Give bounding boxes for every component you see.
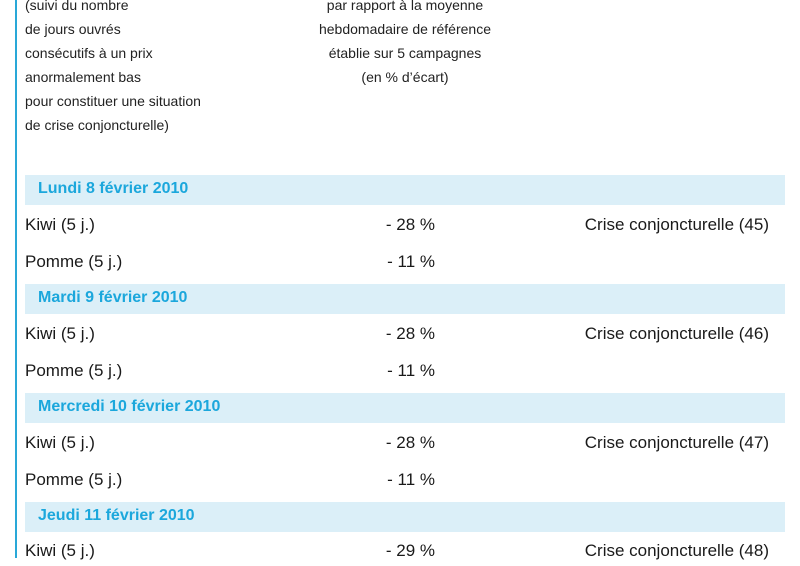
- price-deviation: - 11 %: [387, 470, 435, 489]
- product-name: Kiwi (5 j.): [25, 541, 95, 560]
- header-left-line: de crise conjoncturelle): [25, 117, 169, 133]
- day-header: [25, 284, 785, 314]
- product-name: Pomme (5 j.): [25, 361, 123, 380]
- table-row: [25, 536, 785, 566]
- table-row: [25, 465, 785, 495]
- header-middle-column: [290, 0, 520, 89]
- header-left-line: anormalement bas: [25, 69, 141, 85]
- table-row: [25, 319, 785, 349]
- price-deviation: - 28 %: [385, 324, 435, 343]
- crisis-status: Crise conjoncturelle (47): [584, 433, 769, 452]
- crisis-status: Crise conjoncturelle (48): [584, 541, 769, 560]
- crisis-status: Crise conjoncturelle (45): [584, 215, 769, 234]
- header-left-line: consécutifs à un prix: [25, 45, 153, 61]
- product-name: Kiwi (5 j.): [25, 215, 95, 234]
- price-deviation: - 11 %: [387, 361, 435, 380]
- day-label: Mardi 9 février 2010: [38, 289, 188, 306]
- header-left-line: pour constituer une situation: [25, 93, 201, 109]
- table-row: [25, 210, 785, 240]
- header-middle-line: par rapport à la moyenne: [326, 0, 484, 13]
- day-label: Mercredi 10 février 2010: [38, 398, 221, 415]
- product-name: Pomme (5 j.): [25, 252, 123, 271]
- price-deviation: - 28 %: [385, 215, 435, 234]
- product-name: Kiwi (5 j.): [25, 433, 95, 452]
- crisis-status: Crise conjoncturelle (46): [584, 324, 769, 343]
- table-row: [25, 247, 785, 277]
- day-label: Jeudi 11 février 2010: [38, 507, 195, 524]
- header-middle-line: (en % d’écart): [361, 69, 449, 85]
- day-header: [25, 175, 785, 205]
- day-header: [25, 502, 785, 532]
- product-name: Kiwi (5 j.): [25, 324, 95, 343]
- price-deviation: - 11 %: [387, 252, 435, 271]
- price-deviation: - 29 %: [385, 541, 435, 560]
- table-row: [25, 356, 785, 386]
- product-name: Pomme (5 j.): [25, 470, 123, 489]
- header-left-column: [25, 0, 265, 137]
- header-middle-line: hebdomadaire de référence: [318, 21, 491, 37]
- price-deviation: - 28 %: [385, 433, 435, 452]
- header-middle-line: établie sur 5 campagnes: [328, 45, 482, 61]
- table-row: [25, 428, 785, 458]
- day-header: [25, 393, 785, 423]
- header-left-line: (suivi du nombre: [25, 0, 129, 13]
- header-left-line: de jours ouvrés: [25, 21, 121, 37]
- day-label: Lundi 8 février 2010: [38, 180, 189, 197]
